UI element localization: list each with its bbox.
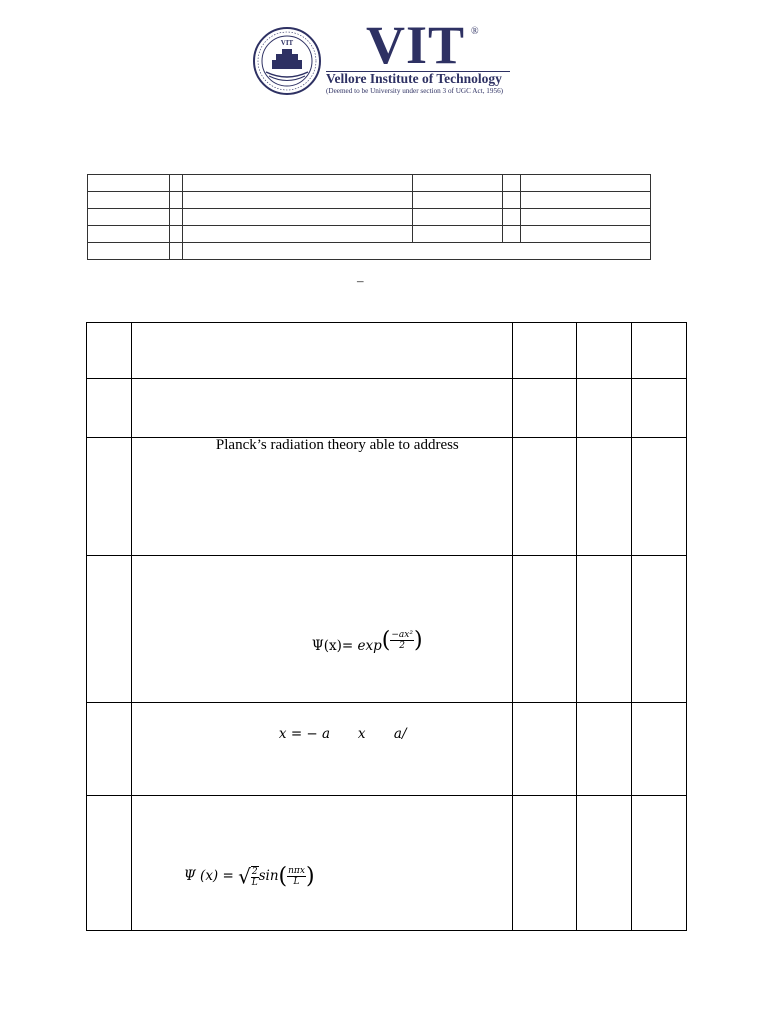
limit-expression-b: a/: [393, 726, 407, 742]
info-row: [88, 175, 651, 192]
info-row: [88, 243, 651, 260]
vit-seal-logo: [252, 26, 322, 96]
particle-in-box-wavefunction: Ψ (x) = √ $\frac{2}{L}$ sin( $\frac{\text{nπx}}{L}$ ): [183, 864, 315, 889]
limit-expression-a: x = − a: [278, 726, 331, 742]
table-header-row: [87, 323, 687, 379]
question-2-text: Planck’s radiation theory able to address: [215, 437, 459, 453]
question-row-3: [87, 556, 687, 703]
question-row-5: [87, 796, 687, 931]
brand-name: VIT: [366, 15, 466, 75]
info-row: [88, 226, 651, 243]
institute-name: Vellore Institute of Technology: [326, 71, 502, 86]
limit-expression-x: x: [357, 726, 366, 742]
separator-dash: –: [357, 273, 364, 288]
seal-label: VIT: [280, 39, 294, 47]
registered-mark: ®: [471, 26, 479, 37]
deemed-university-note: (Deemed to be University under section 3 of UGC Act, 1956): [326, 87, 504, 95]
exam-info-table: [87, 174, 651, 260]
info-row: [88, 192, 651, 209]
question-table: [86, 322, 687, 931]
question-row-2: [87, 438, 687, 556]
question-row-1: [87, 379, 687, 438]
wavefunction-equation: Ψ(x)= exp( $\frac{\text{−ax²}}{2}$ ): [311, 628, 423, 654]
question-row-4: [87, 703, 687, 796]
info-row: [88, 209, 651, 226]
